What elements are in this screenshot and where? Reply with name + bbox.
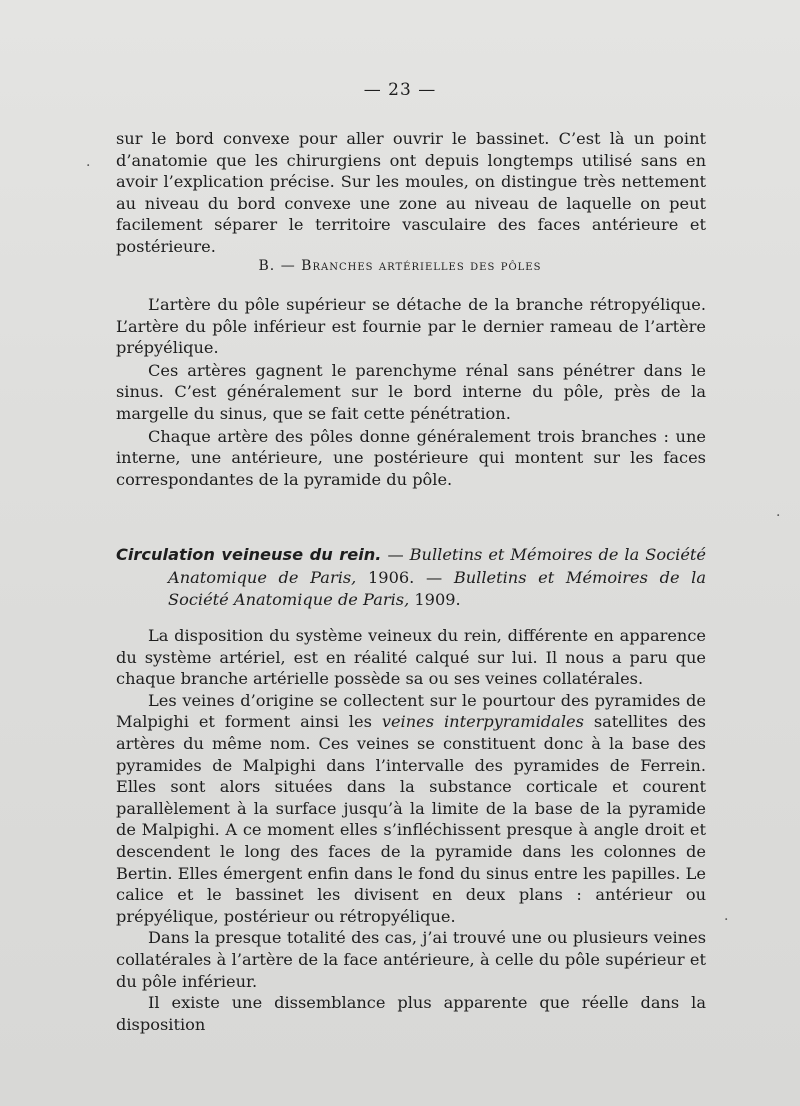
paragraph-c2-emphasis: veines interpyramidales [381,712,584,732]
paragraph-b3: Chaque artère des pôles donne généralement trois branches : une interne, une antérieure, une postérieure qui montent sur les faces correspondantes de la pyramide du pôle. [116,426,706,489]
margin-dot: · [776,508,781,524]
section-c-body [116,625,706,1035]
reference-year-1: 1906. [356,567,415,587]
reference-title: Circulation veineuse du rein. [116,545,382,564]
paragraph-continuation: sur le bord convexe pour aller ouvrir le bassinet. C’est là un point d’anatomie que les chirurgiens ont depuis longtemps utilisé sans en avoir l’explication précise. Sur les moules, on distingue très nettement au niveau du bord convexe une zone au niveau de laquelle on peut facilement séparer le territoire vasculaire des faces antérieure et postérieure. [116,129,706,256]
page-number: — 23 — [363,80,437,100]
reference-dash-1: — [381,545,410,564]
paragraph-c3: Dans la presque totalité des cas, j’ai trouvé une ou plusieurs veines collatérales à l’artère de la face antérieure, à celle du pôle supérieur et du pôle inférieur. [116,928,706,991]
reference-source-2: Bulletins et Mémoires de la Société Anatomique de Paris, [168,567,706,609]
margin-dot: · [724,912,729,928]
reference-dash-2: — [414,567,454,587]
paragraph-b2: Ces artères gagnent le parenchyme rénal sans pénétrer dans le sinus. C’est généralement sur le bord interne du pôle, près de la margelle du sinus, que se fait cette pénétration. [116,360,706,423]
paragraph-b1: L’artère du pôle supérieur se détache de la branche rétropyélique. L’artère du pôle inférieur est fournie par le dernier rameau de l’artère prépyélique. [116,295,706,358]
paragraph-c2-start: Les veines d’origine se collectent sur le pourtour des pyramides de Malpighi et forment ainsi les [116,690,706,732]
reference-year-2: 1909. [409,590,461,609]
bibliographic-reference [116,544,706,612]
reference-source-1: Bulletins et Mémoires de la Société Anatomique de Paris, [168,545,707,587]
section-b-body [116,294,706,490]
section-heading: B. — Branches artérielles des pôles [258,258,542,274]
paragraph-c4: Il existe une dissemblance plus apparente que réelle dans la disposition [116,993,706,1034]
margin-dot: · [86,158,91,174]
paragraph-c2 [116,690,706,928]
paragraph-c1: La disposition du système veineux du rein, différente en apparence du système artériel, est en réalité calqué sur lui. Il nous a paru que chaque branche artérielle possède sa ou ses veines collatérales. [116,626,706,689]
paragraph-continuation-block [116,128,706,258]
paragraph-c2-end: satellites des artères du même nom. Ces veines se constituent donc à la base des pyramides de Malpighi dans l’intervalle des pyramides de Ferrein. Elles sont alors situées dans la substance corticale et courent parallèlement à la surface jusqu’à la limite de la base de la pyramide de Malpighi. A ce moment elles s’infléchissent presque à angle droit et descendent le long des faces de la pyramide dans les colonnes de Bertin. Elles émergent enfin dans le fond du sinus entre les papilles. Le calice et le bassinet les divisent en deux plans : antérieur ou prépyélique, postérieur ou rétropyélique. [116,712,706,926]
reference-entry [116,544,706,612]
